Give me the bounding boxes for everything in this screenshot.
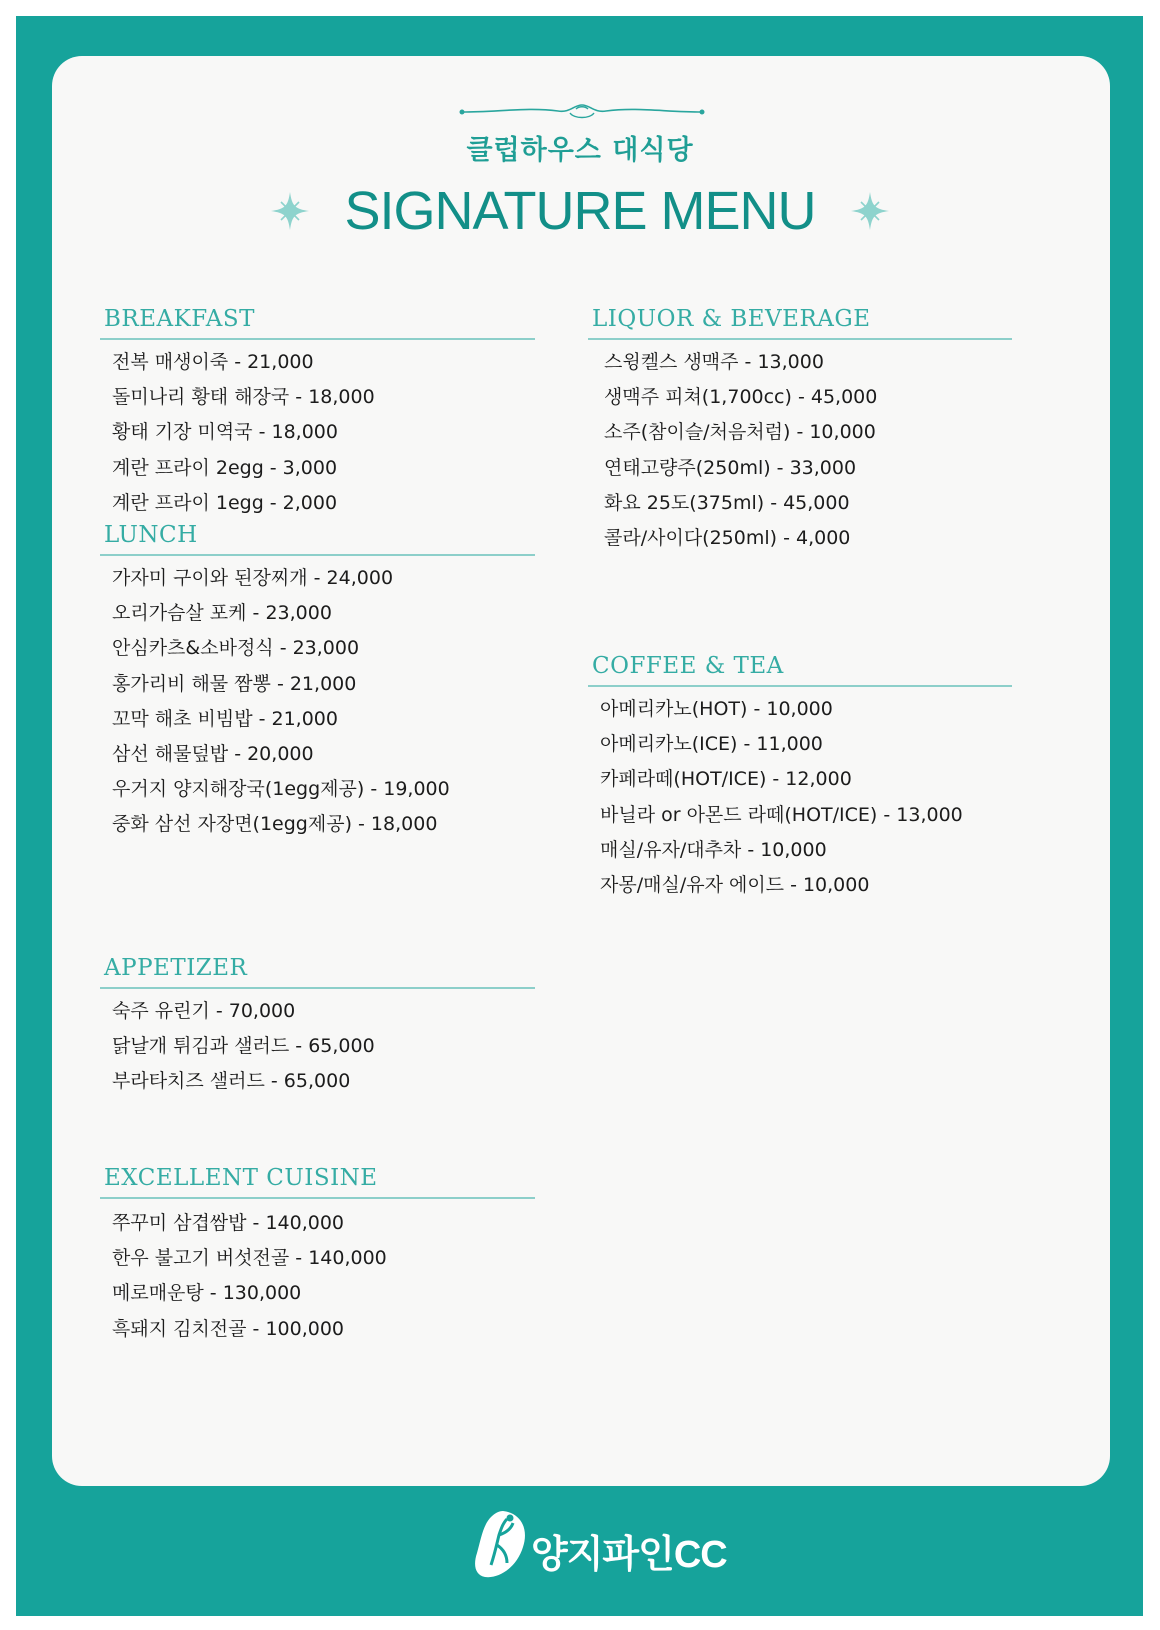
menu-list [588,692,1012,903]
menu-item: 홍가리비 해물 짬뽕 - 21,000 [112,672,357,695]
breakfast-section [100,306,535,521]
menu-item: 매실/유자/대추차 - 10,000 [600,838,827,861]
menu-list [100,1206,535,1347]
menu-item: 안심카츠&소바정식 - 23,000 [112,637,360,660]
menu-item: 쭈꾸미 삼겹쌈밥 - 140,000 [112,1212,345,1234]
page-title: SIGNATURE MENU [344,181,816,241]
menu-item: 화요 25도(375ml) - 45,000 [604,491,850,514]
menu-item: 카페라떼(HOT/ICE) - 12,000 [600,768,852,791]
restaurant-subtitle: 클럽하우스 대식당 [466,135,694,166]
menu-item: 부라타치즈 샐러드 - 65,000 [112,1070,351,1093]
section-title: APPETIZER [100,955,535,989]
menu-item: 삼선 해물덮밥 - 20,000 [112,742,314,765]
golfer-logo-icon [473,1509,529,1581]
excellent-cuisine-section [100,1165,535,1347]
liquor-beverage-section [588,306,1012,556]
lunch-section [100,522,535,843]
scroll-ornament-icon [458,101,706,123]
menu-item: 숙주 유린기 - 70,000 [112,1000,296,1022]
menu-item: 한우 불고기 버섯전골 - 140,000 [112,1247,387,1270]
menu-item: 중화 삼선 자장면(1egg제공) - 18,000 [112,813,438,836]
menu-item: 돌미나리 황태 해장국 - 18,000 [112,386,375,409]
menu-item: 가자미 구이와 된장찌개 - 24,000 [112,567,394,589]
sparkle-icon [267,188,313,234]
title-row [0,180,1160,242]
menu-item: 계란 프라이 1egg - 2,000 [112,491,338,514]
menu-item: 흑돼지 김치전골 - 100,000 [112,1317,345,1340]
menu-item: 바닐라 or 아몬드 라떼(HOT/ICE) - 13,000 [600,803,963,826]
section-title: COFFEE & TEA [588,653,1012,687]
appetizer-section [100,955,535,1100]
menu-list [588,345,1012,556]
menu-item: 메로매운탕 - 130,000 [112,1282,302,1305]
section-title: LUNCH [100,522,535,556]
sparkle-icon [847,188,893,234]
section-title: BREAKFAST [100,306,535,340]
menu-item: 아메리카노(HOT) - 10,000 [600,698,833,720]
section-title: EXCELLENT CUISINE [100,1165,535,1199]
menu-item: 계란 프라이 2egg - 3,000 [112,456,338,479]
menu-item: 우거지 양지해장국(1egg제공) - 19,000 [112,778,450,801]
menu-item: 자몽/매실/유자 에이드 - 10,000 [600,873,870,896]
menu-item: 생맥주 피쳐(1,700cc) - 45,000 [604,386,878,409]
footer-logo [473,1507,727,1587]
menu-item: 소주(참이슬/처음처럼) - 10,000 [604,421,876,444]
menu-item: 콜라/사이다(250ml) - 4,000 [604,526,851,549]
menu-item: 전복 매생이죽 - 21,000 [112,351,314,373]
logo-text: 양지파인CC [531,1534,727,1576]
menu-item: 닭날개 튀김과 샐러드 - 65,000 [112,1035,375,1058]
section-title: LIQUOR & BEVERAGE [588,306,1012,340]
menu-item: 아메리카노(ICE) - 11,000 [600,733,823,756]
menu-list [100,994,535,1100]
coffee-tea-section [588,653,1012,903]
menu-item: 스윙켈스 생맥주 - 13,000 [604,351,824,373]
menu-list [100,345,535,521]
menu-list [100,561,535,843]
menu-item: 황태 기장 미역국 - 18,000 [112,421,338,444]
menu-item: 오리가슴살 포케 - 23,000 [112,602,332,625]
menu-item: 꼬막 해초 비빔밥 - 21,000 [112,707,338,730]
menu-item: 연태고량주(250ml) - 33,000 [604,456,857,479]
